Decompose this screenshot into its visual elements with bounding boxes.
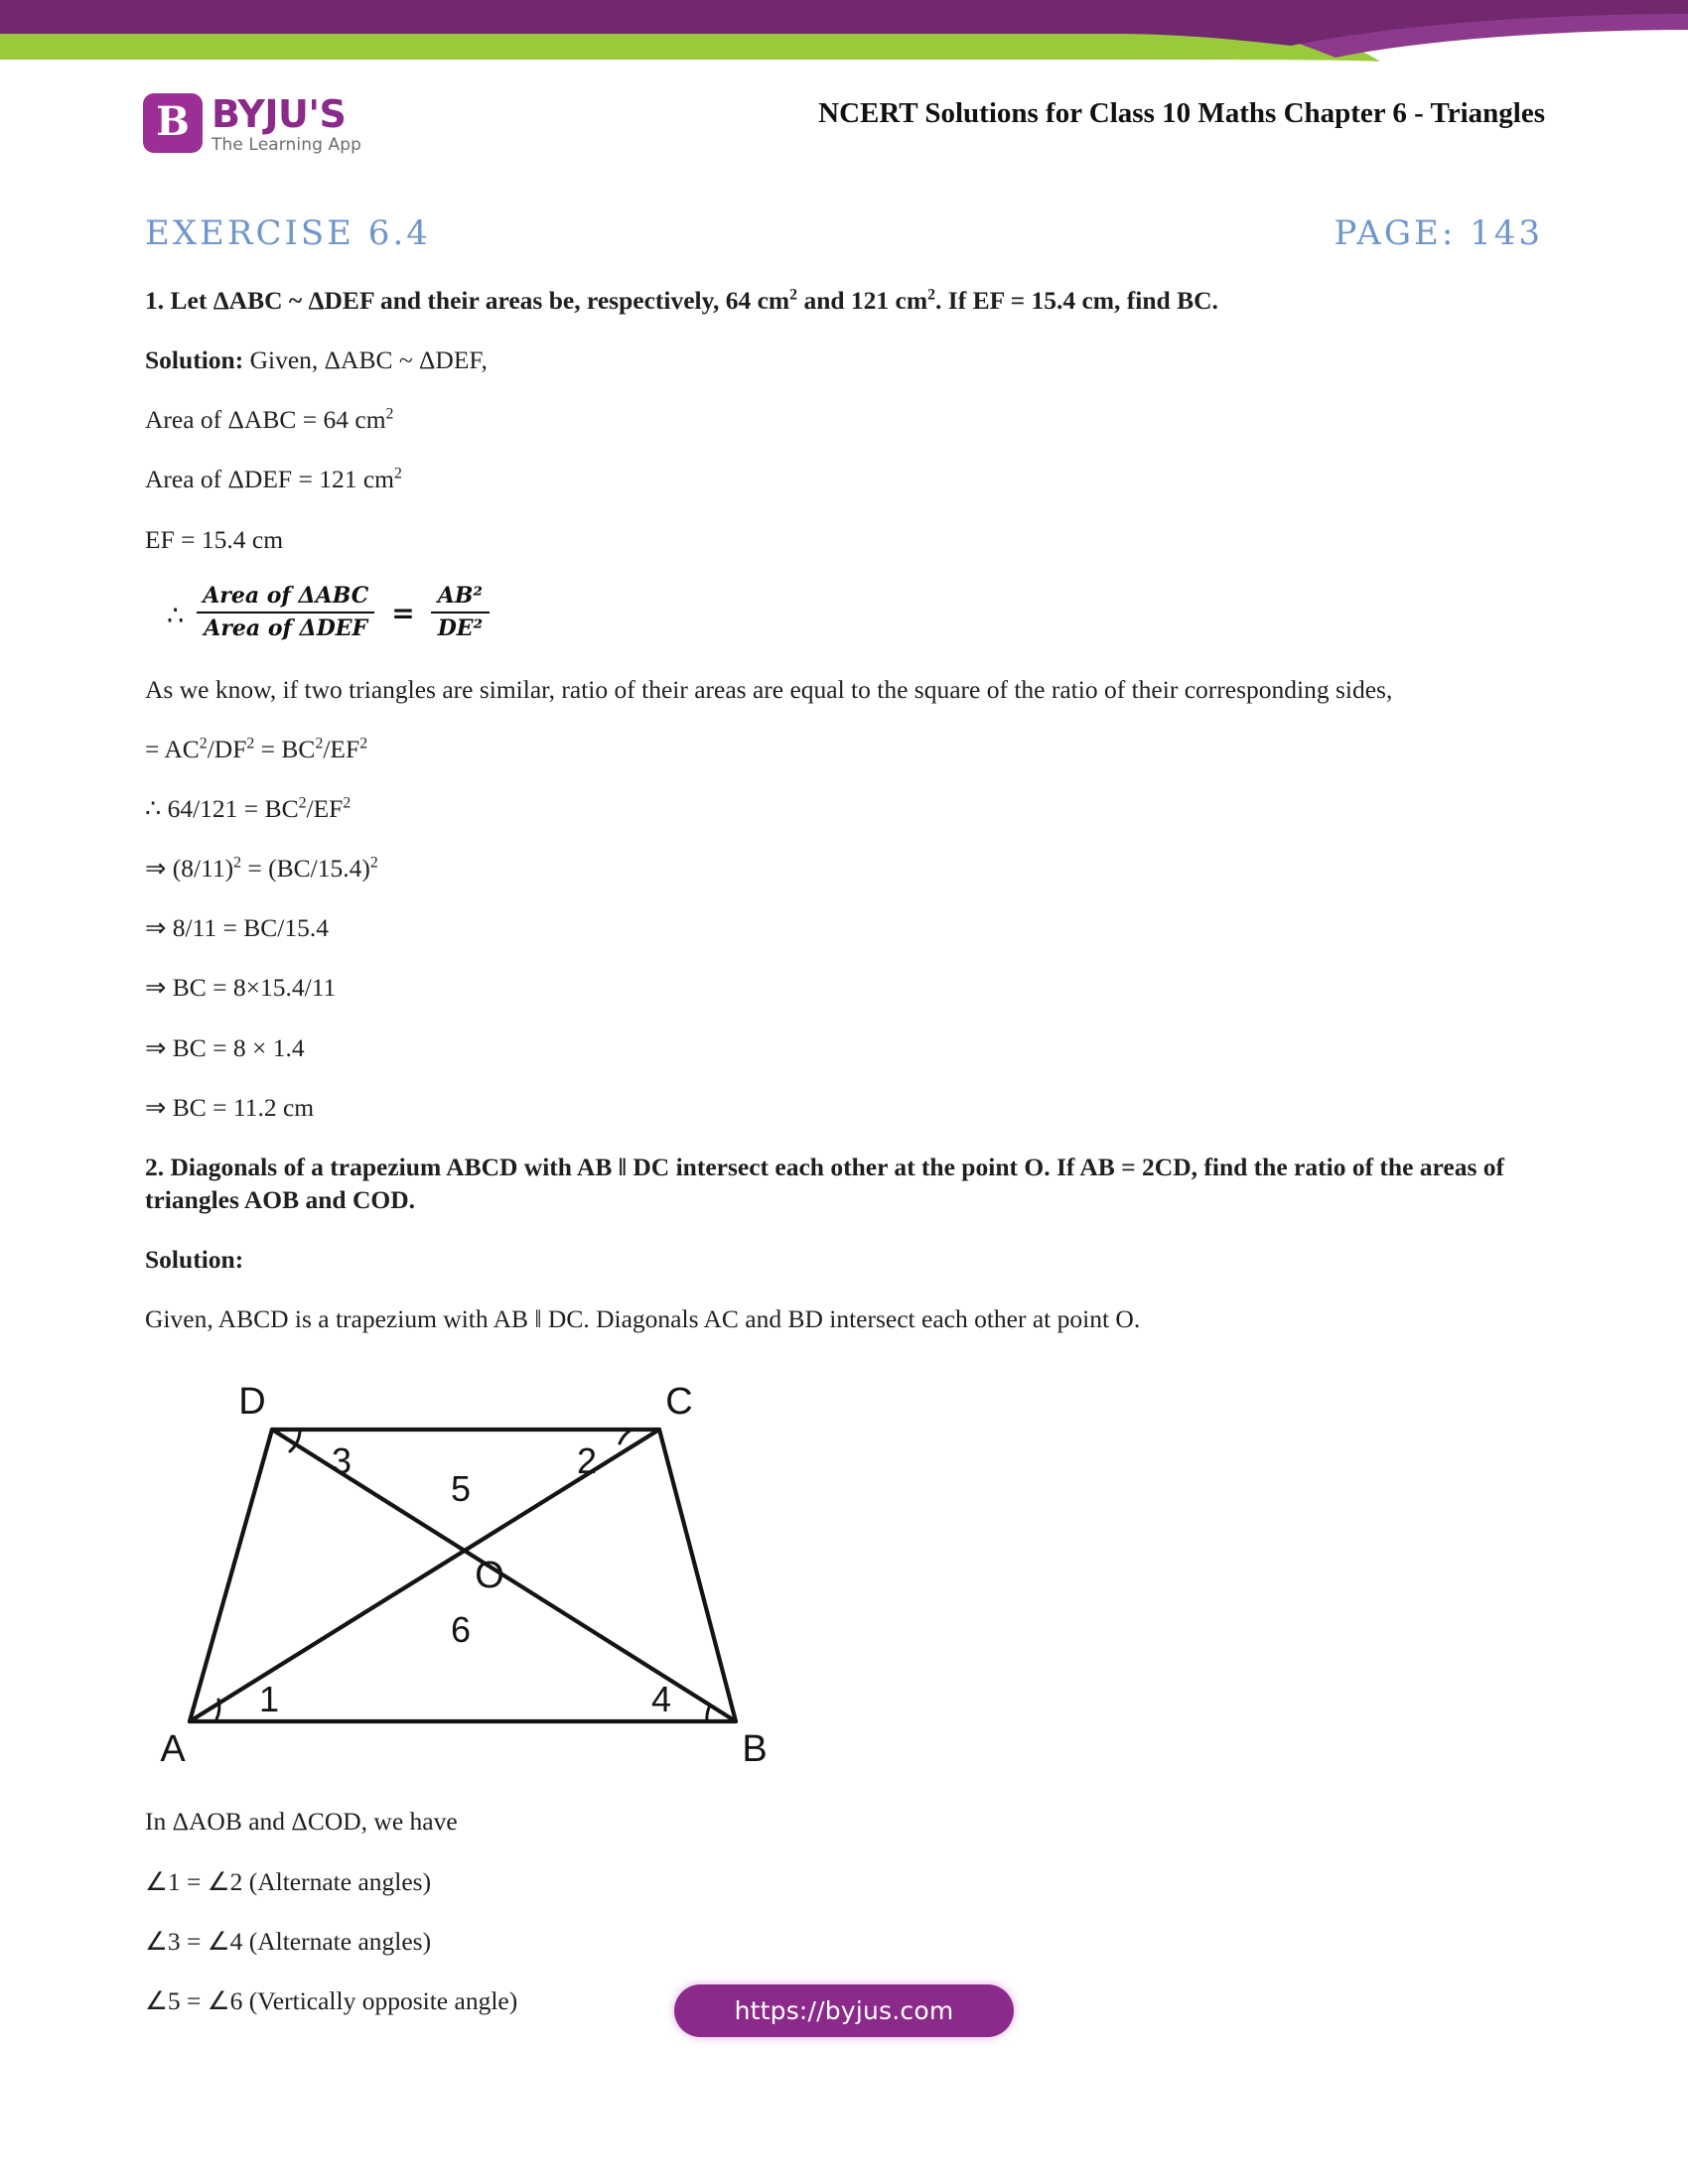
- similar-triangles-explanation: As we know, if two triangles are similar, ratio of their areas are equal to the square of the ratio of their corresponding sides,: [145, 674, 1393, 704]
- header-decorative-bands: [0, 0, 1688, 79]
- angle-label-3: 3: [331, 1440, 352, 1482]
- exercise-heading: EXERCISE 6.4: [145, 213, 431, 253]
- exercise-page-row: [0, 213, 1688, 264]
- page-number-label: PAGE: 143: [1334, 213, 1543, 253]
- formula-equals-sign: =: [391, 596, 415, 629]
- logo-tagline: The Learning App: [211, 134, 362, 155]
- step-3: ⇒ $(8/11)^2 = (BC/15.4)^2$: [145, 854, 378, 884]
- question-2-solution-label: Solution:: [145, 1245, 244, 1275]
- given-area-def: Area of ΔDEF = 121 $cm^2$: [145, 465, 402, 494]
- formula-right-fraction: [431, 583, 490, 643]
- angle-label-1: 1: [258, 1679, 280, 1720]
- question-1-solution-line: [145, 343, 1545, 376]
- step-5: ⇒ BC = 8×15.4/11: [145, 973, 337, 1003]
- given-area-abc: Area of ΔABC = 64 $cm^2$: [145, 405, 394, 435]
- footer-url-button[interactable]: [674, 1984, 1014, 2037]
- vertex-label-a: A: [160, 1728, 186, 1771]
- step-1: = $AC^2/DF^2 = BC^2/EF^2$: [145, 734, 368, 763]
- solution-label-1: Solution:: [145, 345, 244, 375]
- document-body: [145, 284, 1545, 2044]
- page-title: NCERT Solutions for Class 10 Maths Chapter 6 - Triangles: [818, 97, 1545, 129]
- logo-wordmark: BYJU'S: [211, 92, 347, 136]
- step-2: ∴ $64/121 = BC^2/EF^2$: [145, 793, 352, 823]
- step-6: ⇒ BC = 8 × 1.4: [145, 1032, 305, 1062]
- footer-url-label: https://byjus.com: [734, 1996, 954, 2025]
- angle-label-4: 4: [650, 1679, 672, 1720]
- vertex-label-d: D: [238, 1381, 266, 1424]
- vertex-label-c: C: [665, 1381, 693, 1424]
- formula-right-denominator: DE²: [431, 612, 490, 643]
- vertex-label-b: B: [742, 1728, 768, 1771]
- formula-right-numerator: AB²: [437, 582, 484, 609]
- angle-label-5: 5: [450, 1468, 472, 1510]
- given-ef-length: EF = 15.4 cm: [145, 524, 284, 554]
- therefore-icon: ∴: [167, 600, 185, 631]
- angle-label-6: 6: [450, 1609, 472, 1651]
- page-header: [0, 87, 1688, 192]
- step-4: ⇒ 8/11 = BC/15.4: [145, 913, 329, 943]
- conclusion-line-2: ∠1 = ∠2 (Alternate angles): [145, 1866, 432, 1896]
- angle-label-2: 2: [576, 1440, 598, 1482]
- conclusion-line-3: ∠3 = ∠4 (Alternate angles): [145, 1926, 432, 1956]
- area-ratio-formula: [167, 583, 1545, 643]
- formula-left-fraction: [196, 583, 375, 643]
- step-7: ⇒ BC = 11.2 cm: [145, 1092, 315, 1122]
- byjus-logo[interactable]: [143, 93, 361, 155]
- question-2-prompt: 2. Diagonals of a trapezium ABCD with AB ‖ DC intersect each other at the point O. If AB = 2CD, find the ratio of the areas of triangles AOB and COD.: [145, 1152, 1505, 1214]
- conclusion-line-4: ∠5 = ∠6 (Vertically opposite angle): [145, 1985, 518, 2015]
- green-band-base: [0, 34, 1338, 58]
- solution-lead-1: Given, ΔABC ~ ΔDEF,: [249, 345, 488, 375]
- formula-left-denominator: Area of ΔDEF: [197, 612, 374, 643]
- formula-left-numerator: Area of ΔABC: [203, 582, 369, 609]
- question-1-prompt: 1. Let ΔABC ~ ΔDEF and their areas be, respectively, 64 $cm^2$ and 121 $cm^2$. If EF = 15.4 cm, find BC.: [145, 286, 1218, 315]
- conclusion-line-1: In ΔAOB and ΔCOD, we have: [145, 1807, 458, 1837]
- intersection-label-o: O: [475, 1555, 504, 1597]
- question-2-given-line: Given, ABCD is a trapezium with AB ‖ DC. Diagonals AC and BD intersect each other at point O.: [145, 1304, 1141, 1334]
- logo-text-block: [211, 93, 361, 155]
- byjus-logo-icon: [143, 93, 203, 153]
- logo-b-glyph: B: [156, 97, 190, 145]
- side-cb: [659, 1430, 736, 1721]
- trapezium-figure: [145, 1362, 780, 1779]
